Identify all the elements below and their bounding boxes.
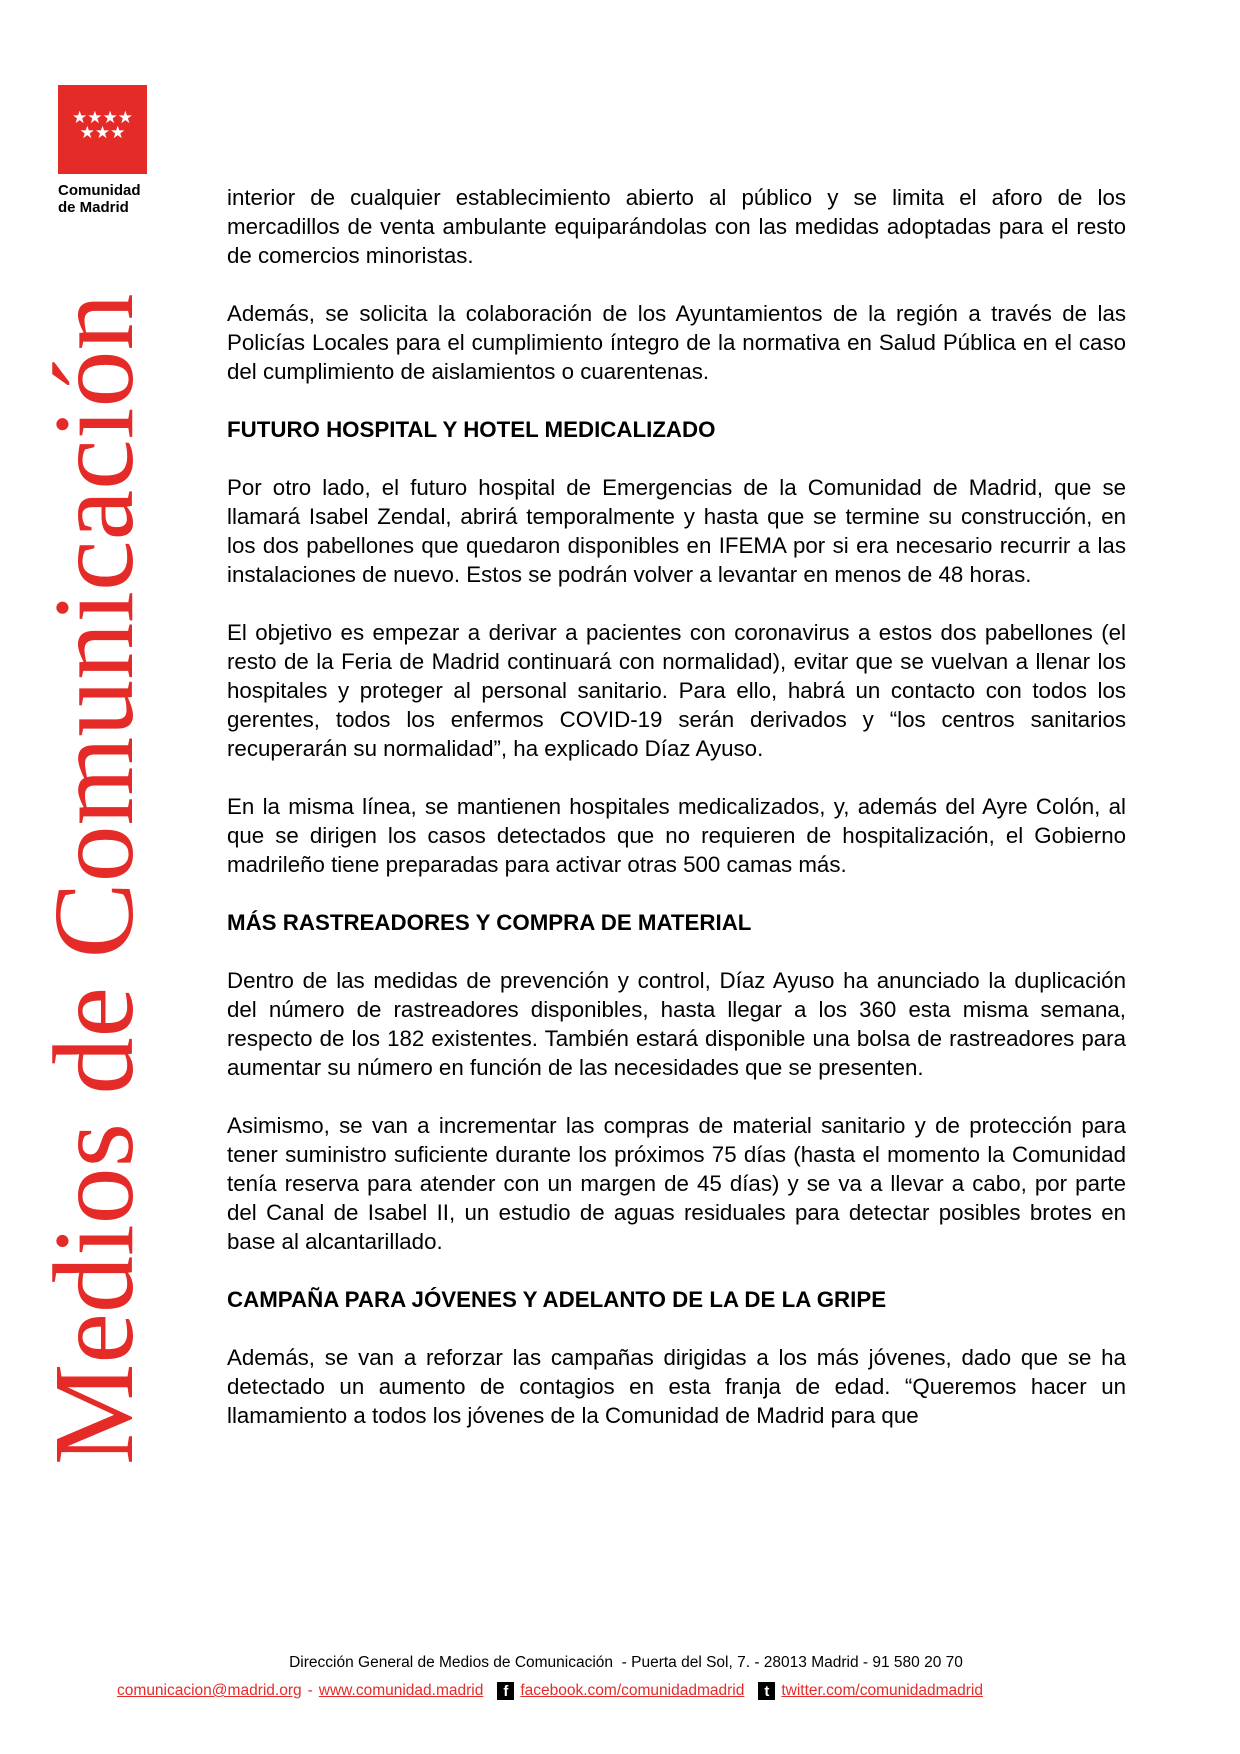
footer-address: Dirección General de Medios de Comunicación - Puerta del Sol, 7. - 28013 Madrid - 91 580 20 70 xyxy=(289,1654,963,1671)
section-heading: CAMPAÑA PARA JÓVENES Y ADELANTO DE LA DE LA GRIPE xyxy=(227,1287,887,1312)
paragraph: Además, se van a reforzar las campañas dirigidas a los más jóvenes, dado que se ha detectado un aumento de contagios en esta franja de edad. “Queremos hacer un llamamiento a todos los jóvenes de la Comunidad de Madrid para que xyxy=(227,1345,1126,1428)
paragraph: En la misma línea, se mantienen hospitales medicalizados, y, además del Ayre Colón, al que se dirigen los casos detectados que no requieren de hospitalización, el Gobierno madrileño tiene preparadas para activar otras 500 camas más. xyxy=(227,794,1126,877)
paragraph: interior de cualquier establecimiento abierto al público y se limita el aforo de los mercadillos de venta ambulante equiparándolas con las medidas adoptadas para el resto de comercios minoristas. xyxy=(227,185,1126,268)
section-heading: MÁS RASTREADORES Y COMPRA DE MATERIAL xyxy=(227,910,752,935)
paragraph: El objetivo es empezar a derivar a pacientes con coronavirus a estos dos pabellones (el resto de la Feria de Madrid continuará con normalidad), evitar que se vuelvan a llenar los hospitales y proteger al personal sanitario. Para ello, habrá un contacto con todos los gerentes, todos los enfermos COVID-19 serán derivados y “los centros sanitarios recuperarán su normalidad”, ha explicado Díaz Ayuso. xyxy=(227,620,1126,761)
paragraph: Asimismo, se van a incrementar las compras de material sanitario y de protección para tener suministro suficiente durante los próximos 75 días (hasta el momento la Comunidad tenía reserva para atender con un margen de 45 días) y se va a llevar a cabo, por parte del Canal de Isabel II, un estudio de aguas residuales para detectar posibles brotes en base al alcantarillado. xyxy=(227,1113,1126,1254)
logo-line1: Comunidad xyxy=(58,182,141,199)
facebook-link[interactable]: facebook.com/comunidadmadrid xyxy=(520,1682,745,1699)
footer-links xyxy=(0,1677,1240,1705)
stars-icon: ★★★★ ★★★ xyxy=(72,108,133,143)
logo-flag xyxy=(58,85,147,174)
twitter-link[interactable]: twitter.com/comunidadmadrid xyxy=(781,1682,983,1699)
side-title: Medios de Comunicación xyxy=(30,293,157,1466)
logo-text xyxy=(58,182,147,216)
twitter-icon: t xyxy=(758,1682,775,1700)
website-link[interactable]: www.comunidad.madrid xyxy=(318,1682,484,1699)
paragraph: Dentro de las medidas de prevención y control, Díaz Ayuso ha anunciado la duplicación del número de rastreadores disponibles, hasta llegar a los 360 esta misma semana, respecto de los 182 existentes. También estará disponible una bolsa de rastreadores para aumentar su número en función de las necesidades que se presenten. xyxy=(227,968,1126,1080)
logo-line2: de Madrid xyxy=(58,199,129,216)
paragraph: Por otro lado, el futuro hospital de Emergencias de la Comunidad de Madrid, que se llamará Isabel Zendal, abrirá temporalmente y hasta que se termine su construcción, en los dos pabellones que quedaron disponibles en IFEMA por si era necesario recurrir a las instalaciones de nuevo. Estos se podrán volver a levantar en menos de 48 horas. xyxy=(227,475,1126,587)
separator: - xyxy=(307,1682,313,1699)
section-heading: FUTURO HOSPITAL Y HOTEL MEDICALIZADO xyxy=(227,417,716,442)
email-link[interactable]: comunicacion@madrid.org xyxy=(117,1682,302,1699)
facebook-icon: f xyxy=(497,1682,514,1700)
document-body xyxy=(227,183,1126,1459)
footer xyxy=(0,1649,1240,1705)
paragraph: Además, se solicita la colaboración de los Ayuntamientos de la región a través de las Policías Locales para el cumplimiento íntegro de la normativa en Salud Pública en el caso del cumplimiento de aislamientos o cuarentenas. xyxy=(227,301,1126,384)
comunidad-de-madrid-logo xyxy=(58,85,147,216)
